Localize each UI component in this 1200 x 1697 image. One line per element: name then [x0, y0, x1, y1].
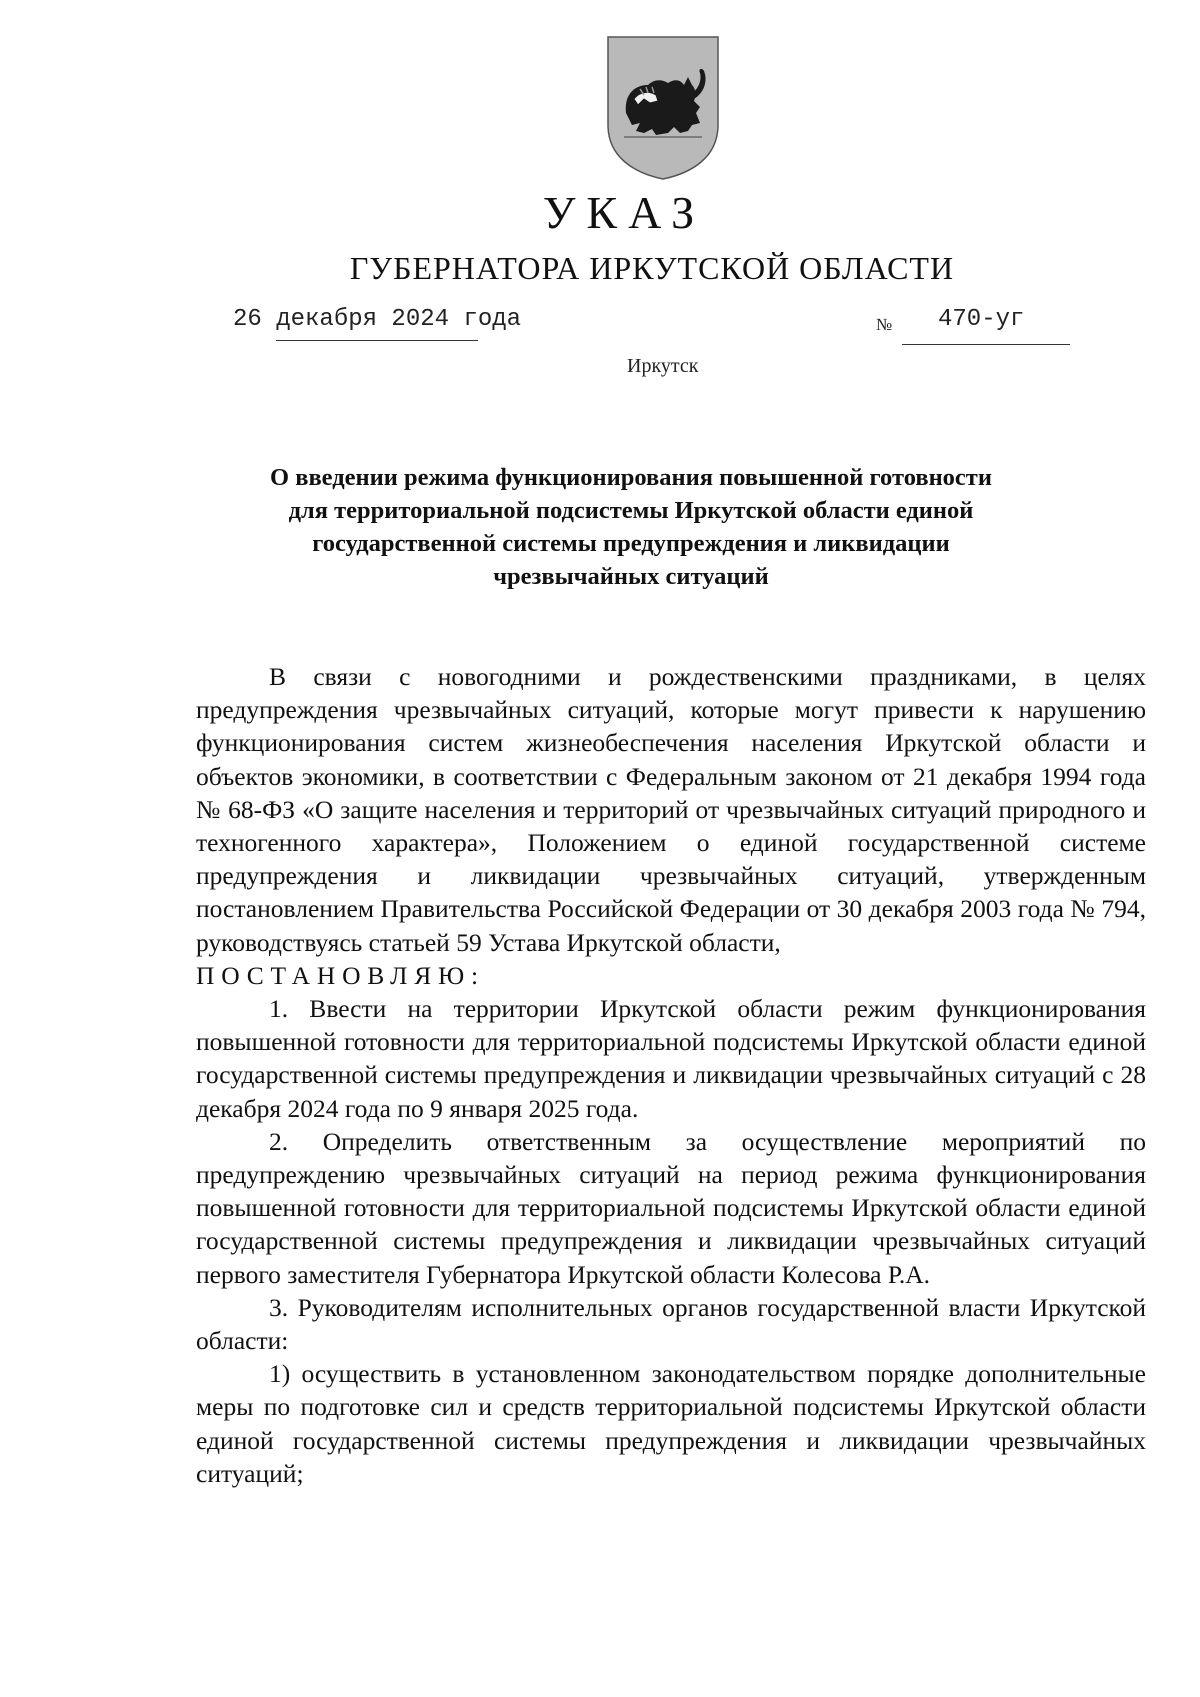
date-underline [276, 340, 478, 341]
document-title: УКАЗ [542, 187, 706, 238]
number-label: № [876, 315, 893, 334]
document-date: 26 декабря 2024 года [233, 306, 522, 333]
coat-of-arms-icon [604, 33, 722, 181]
decree-word: ПОСТАНОВЛЯЮ: [196, 960, 485, 990]
preamble-paragraph: В связи с новогодними и рождественскими праздниками, в целях предупреждения чрезвычайных ситуаций, которые могут привести к нарушению функционирования систем жизнеобеспечения населения Иркутской области и объектов экономики, в соответствии с Федеральным законом от 21 декабря 1994 года № 68-ФЗ «О защите населения и территорий от чрезвычайных ситуаций природного и техногенного характера», Положением о единой государственной системе предупреждения и ликвидации чрезвычайных ситуаций, утвержденным постановлением Правительства Российской Федерации от 30 декабря 2003 года № 794, руководствуясь статьей 59 Устава Иркутской области, [196, 662, 1146, 957]
document-body [196, 660, 1146, 1490]
item-2-paragraph: 2. Определить ответственным за осуществление мероприятий по предупреждению чрезвычайных ситуаций на период режима функционирования повышенной готовности для территориальной подсистемы Иркутской области единой государственной системы предупреждения и ликвидации чрезвычайных ситуаций первого заместителя Губернатора Иркутской области Колесова Р.А. [196, 1126, 1146, 1289]
document-heading [200, 461, 1062, 593]
item-1-paragraph: 1. Ввести на территории Иркутской области режим функционирования повышенной готовности для территориальной подсистемы Иркутской области единой государственной системы предупреждения и ликвидации чрезвычайных ситуаций с 28 декабря 2024 года по 9 января 2025 года. [196, 994, 1146, 1123]
number-underline [902, 344, 1070, 345]
item-3-1-paragraph: 1) осуществить в установленном законодательством порядке дополнительные меры по подготовке сил и средств территориальной подсистемы Иркутской области единой государственной системы предупреждения и ликвидации чрезвычайных ситуаций; [196, 1359, 1146, 1488]
document-number: 470-уг [938, 306, 1025, 333]
heading-line: О введении режима функционирования повышенной готовности [270, 464, 992, 491]
heading-line: государственной системы предупреждения и ликвидации [312, 530, 950, 557]
item-3-paragraph: 3. Руководителям исполнительных органов государственной власти Иркутской области: [196, 1292, 1146, 1356]
heading-line: для территориальной подсистемы Иркутской области единой [288, 497, 974, 524]
document-subtitle: ГУБЕРНАТОРА ИРКУТСКОЙ ОБЛАСТИ [349, 250, 955, 286]
document-city: Иркутск [627, 355, 699, 377]
heading-line: чрезвычайных ситуаций [493, 563, 769, 590]
